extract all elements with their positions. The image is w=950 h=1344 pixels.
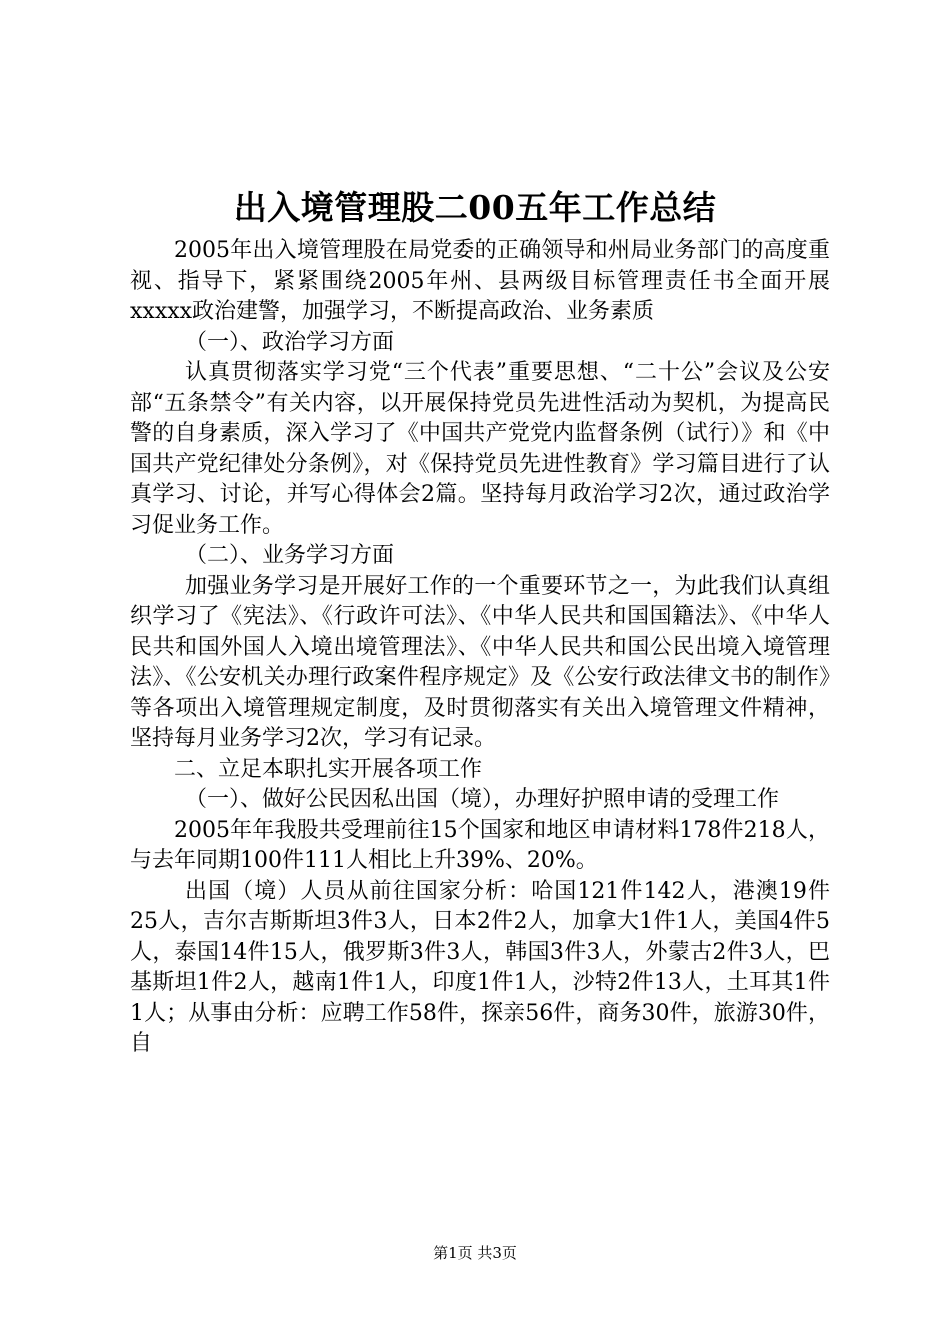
paragraph-statistics: 2005年年我股共受理前往15个国家和地区申请材料178件218人，与去年同期100件111人相比上升39%、20%。 [130, 817, 830, 873]
heading-section-two: 二、立足本职扎实开展各项工作 [174, 756, 483, 782]
heading-business-study: （二）、业务学习方面 [185, 543, 395, 568]
document-body [130, 236, 830, 1060]
heading-political-study: （一）、政治学习方面 [185, 329, 395, 355]
heading-passport-processing: （一）、做好公民因私出国（境），办理好护照申请的受理工作 [185, 787, 780, 812]
paragraph-intro: 2005年出入境管理股在局党委的正确领导和州局业务部门的高度重视、指导下，紧紧围绕2005年州、县两级目标管理责任书全面开展xxxxx政治建警，加强学习，不断提高政治、业务素质 [130, 238, 830, 324]
paragraph-business-study: 加强业务学习是开展好工作的一个重要环节之一，为此我们认真组织学习了《宪法》、《行政许可法》、《中华人民共和国国籍法》、《中华人民共和国外国人入境出境管理法》、《中华人民共和国公民出境入境管理法》、《公安机关办理行政案件程序规定》及《公安行政法律文书的制作》等各项出入境管理规定制度，及时贯彻落实有关出入境管理文件精神，坚持每月业务学习2次，学习有记录。 [130, 573, 830, 751]
page-footer: 第1页 共3页 [433, 1244, 517, 1262]
paragraph-destination-analysis: 出国（境）人员从前往国家分析：哈国121件142人，港澳19件25人，吉尔吉斯斯坦3件3人，日本2件2人，加拿大1件1人，美国4件5人，泰国14件15人，俄罗斯3件3人，韩国3件3人，外蒙古2件3人，巴基斯坦1件2人，越南1件1人，印度1件1人，沙特2件13人，土耳其1件1人；从事由分析：应聘工作58件，探亲56件，商务30件，旅游30件，自 [130, 878, 830, 1056]
document-title: 出入境管理股二00五年工作总结 [233, 188, 717, 227]
paragraph-political-study: 认真贯彻落实学习党“三个代表”重要思想、“二十公”会议及公安部“五条禁令”有关内容，以开展保持党员先进性活动为契机，为提高民警的自身素质，深入学习了《中国共产党党内监督条例（试行）》和《中国共产党纪律处分条例》，对《保持党员先进性教育》学习篇目进行了认真学习、讨论，并写心得体会2篇。坚持每月政治学习2次，通过政治学习促业务工作。 [130, 360, 830, 538]
